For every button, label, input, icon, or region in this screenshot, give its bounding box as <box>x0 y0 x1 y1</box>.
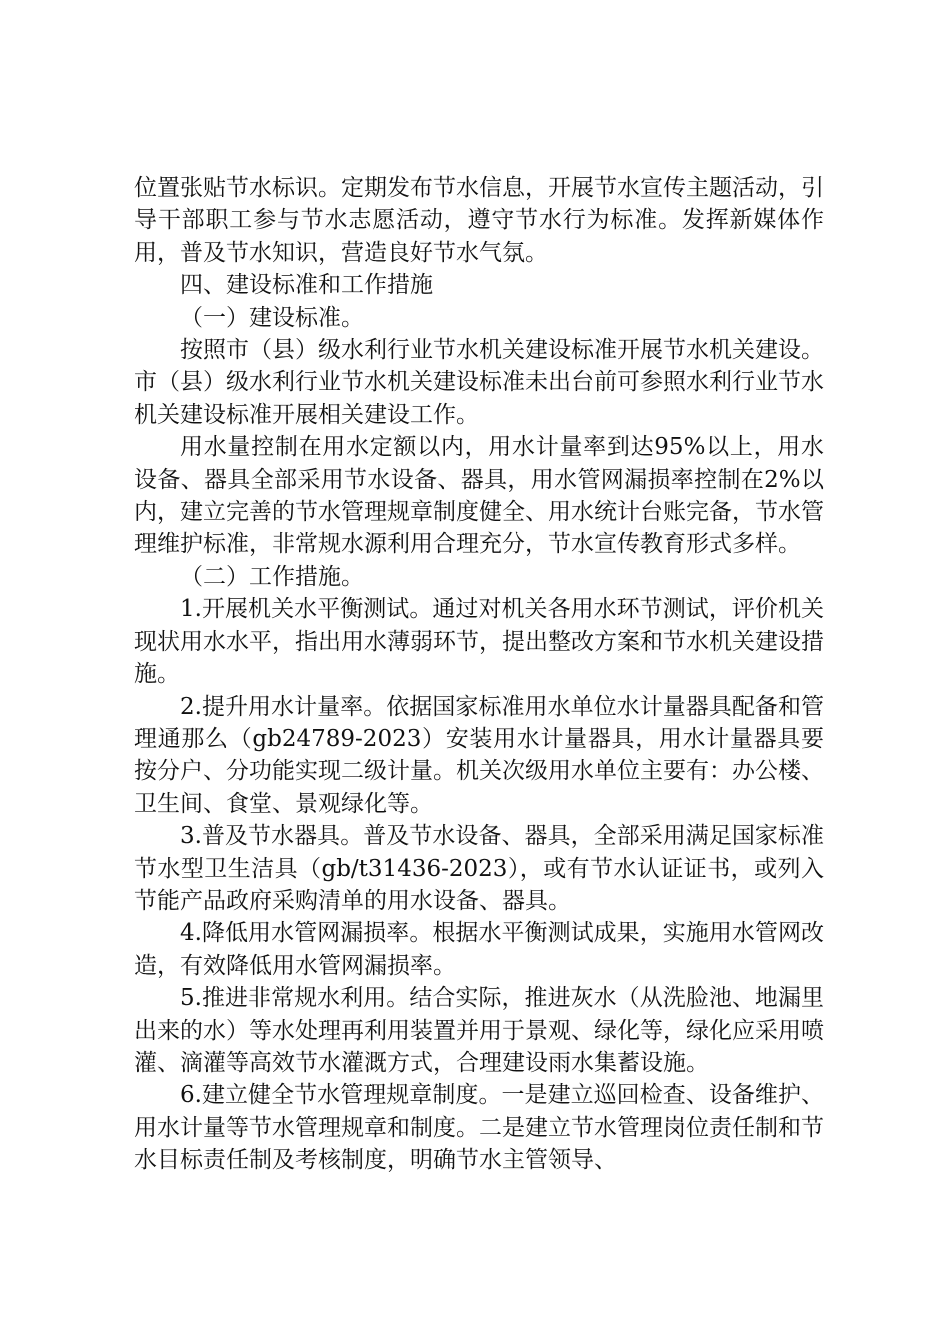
measure-item-6: 6.建立健全节水管理规章制度。一是建立巡回检查、设备维护、用水计量等节水管理规章和制度。二是建立节水管理岗位责任制和节水目标责任制及考核制度，明确节水主管领导、 <box>134 1082 824 1174</box>
measure-item-2: 2.提升用水计量率。依据国家标准用水单位水计量器具配备和管理通那么（gb24789-2023）安装用水计量器具，用水计量器具要按分户、分功能实现二级计量。机关次级用水单位主要有：办公楼、卫生间、食堂、景观绿化等。 <box>134 693 824 817</box>
subheading-construction-standards: （一）建设标准。 <box>180 304 364 331</box>
measure-item-3: 3.普及节水器具。普及节水设备、器具，全部采用满足国家标准节水型卫生洁具（gb/t31436-2023），或有节水认证证书，或列入节能产品政府采购清单的用水设备、器具。 <box>134 823 824 914</box>
subheading-work-measures: （二）工作措施。 <box>180 563 364 590</box>
measure-item-1: 1.开展机关水平衡测试。通过对机关各用水环节测试，评价机关现状用水水平，指出用水薄弱环节，提出整改方案和节水机关建设措施。 <box>134 596 824 688</box>
document-body <box>134 172 824 1177</box>
measure-item-4: 4.降低用水管网漏损率。根据水平衡测试成果，实施用水管网改造，有效降低用水管网漏损率。 <box>134 920 824 979</box>
paragraph-water-control: 用水量控制在用水定额以内，用水计量率到达95%以上，用水设备、器具全部采用节水设备、器具，用水管网漏损率控制在2%以内，建立完善的节水管理规章制度健全、用水统计台账完备，节水管理维护标准，非常规水源利用合理充分，节水宣传教育形式多样。 <box>134 434 824 558</box>
paragraph-standards-reference: 按照市（县）级水利行业节水机关建设标准开展节水机关建设。市（县）级水利行业节水机关建设标准未出台前可参照水利行业节水机关建设标准开展相关建设工作。 <box>134 337 824 428</box>
paragraph-continuation: 位置张贴节水标识。定期发布节水信息，开展节水宣传主题活动，引导干部职工参与节水志愿活动，遵守节水行为标准。发挥新媒体作用，普及节水知识，营造良好节水气氛。 <box>134 175 824 266</box>
section-heading-4: 四、建设标准和工作措施 <box>180 272 433 299</box>
measure-item-5: 5.推进非常规水利用。结合实际，推进灰水（从洗脸池、地漏里出来的水）等水处理再利用装置并用于景观、绿化等，绿化应采用喷灌、滴灌等高效节水灌溉方式，合理建设雨水集蓄设施。 <box>134 985 824 1076</box>
